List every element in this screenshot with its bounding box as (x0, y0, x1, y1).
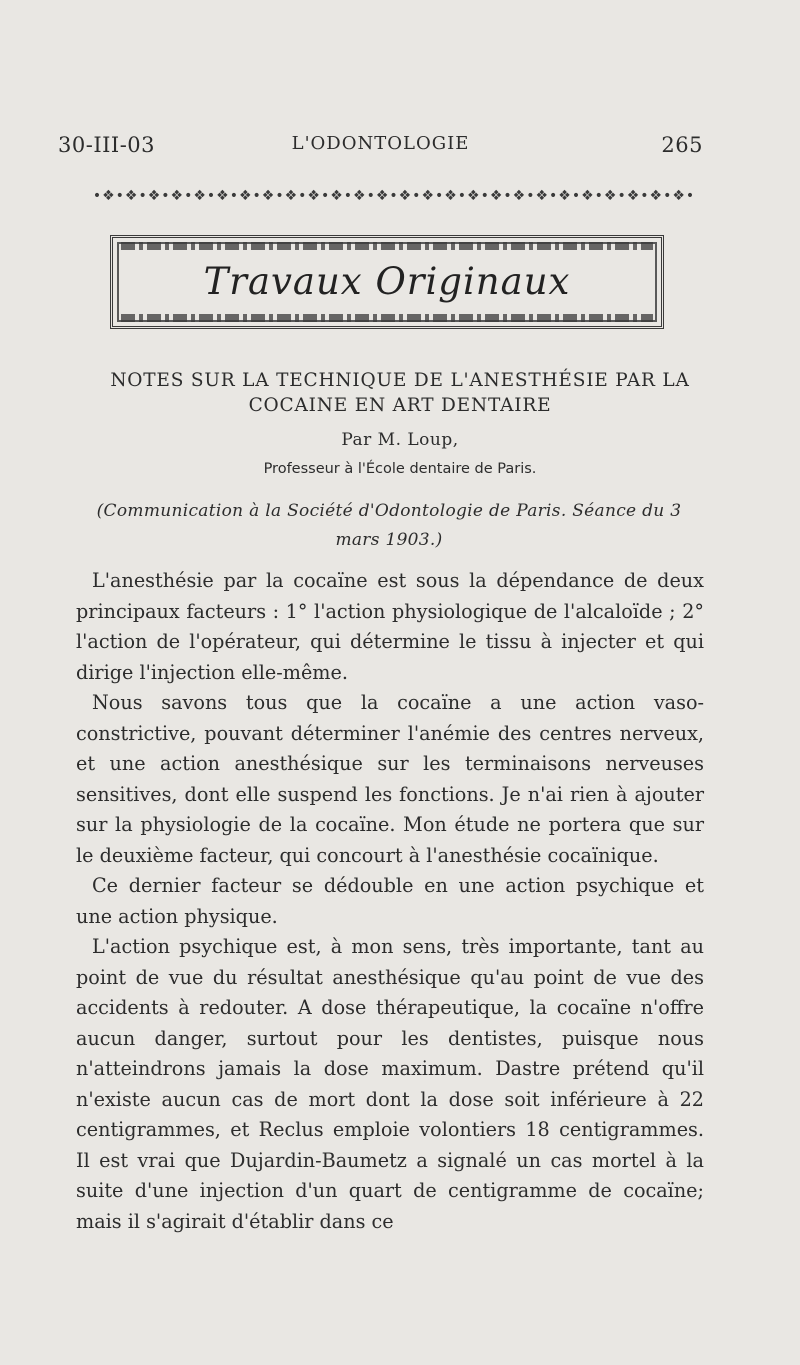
article-title (60, 368, 740, 418)
article-title-line-1: NOTES SUR LA TECHNIQUE DE L'ANESTHÉSIE PAR LA (110, 370, 690, 391)
ornamental-divider: •❖•❖•❖•❖•❖•❖•❖•❖•❖•❖•❖•❖•❖•❖•❖•❖•❖•❖•❖•❖•❖•❖•❖•❖•❖•❖• (92, 188, 696, 204)
paragraph: Ce dernier facteur se dédouble en une action psychique et une action physique. (76, 874, 704, 928)
section-title: Travaux Originaux (203, 260, 571, 303)
running-head (58, 133, 703, 163)
chain-border-bottom (121, 314, 653, 322)
issue-date: 30-III-03 (58, 133, 156, 157)
section-title-frame (110, 235, 664, 329)
paragraph: L'action psychique est, à mon sens, très importante, tant au point de vue du résultat anesthésique qu'au point de vue des accidents à redouter. A dose thérapeutique, la cocaïne n'offre aucun danger, surtout pour les dentistes, puisque nous n'atteindrons jamais la dose maximum. Dastre prétend qu'il n'existe aucun cas de mort dont la dose soit inférieure à 22 centigrammes, et Reclus emploie volontiers 18 centigrammes. Il est vrai que Dujardin-Baumetz a signalé un cas mortel à la suite d'une injection d'un quart de centigramme de cocaïne; mais il s'agirait d'établir dans ce (76, 935, 704, 1233)
article-title-line-2: COCAINE EN ART DENTAIRE (248, 395, 552, 416)
page-number: 265 (661, 133, 703, 157)
author-affiliation: Professeur à l'École dentaire de Paris. (263, 461, 537, 477)
paragraph: Nous savons tous que la cocaïne a une action vaso-constrictive, pouvant déterminer l'anémie des centres nerveux, et une action anesthésique sur les terminaisons nerveuses sensitives, dont elle suspend les fonctions. Je n'ai rien à ajouter sur la physiologie de la cocaïne. Mon étude ne portera que sur le deuxième facteur, qui concourt à l'anesthésie cocaïnique. (76, 691, 704, 867)
article-body (76, 566, 704, 1237)
paragraph: L'anesthésie par la cocaïne est sous la dépendance de deux principaux facteurs : 1° l'action physiologique de l'alcaloïde ; 2° l'action de l'opérateur, qui détermine le tissu à injecter et qui dirige l'injection elle-même. (76, 569, 704, 684)
communication-note: (Communication à la Société d'Odontologie de Paris. Séance du 3 mars 1903.) (96, 501, 682, 550)
chain-border-top (121, 242, 653, 250)
author-line: Par M. Loup, (341, 430, 459, 450)
journal-title: L'ODONTOLOGIE (291, 133, 470, 154)
